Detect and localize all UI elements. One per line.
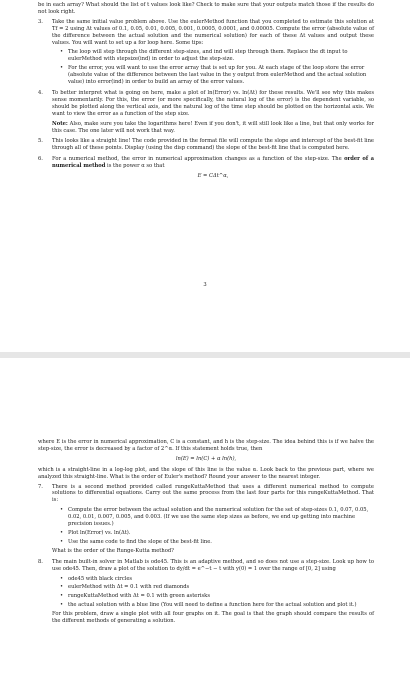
problem-number: 6. <box>38 156 43 163</box>
log-equation: ln(E) = ln(C) + α ln(h), <box>175 455 237 462</box>
continuation-paragraph: where E is the error in numerical approximation, C is a constant, and h is the step-size. The idea behind this is if we halve the step-size, the error is decreased by a factor of 2^α. If this statement holds true, then <box>38 439 374 452</box>
document-page-2 <box>0 358 410 700</box>
plot-item: • the actual solution with a blue line (You will need to define a function here for the actual solution and plot it.) <box>68 602 374 609</box>
problem-number: 7. <box>38 483 43 490</box>
note-label: Note: <box>52 120 68 127</box>
problem-4-note <box>52 121 374 135</box>
page-number: 3 <box>203 282 207 288</box>
problem-7-text: There is a second method provided called rungeKuttaMethod that uses a different numerical method to compute solutions to differential equations. Carry out the same process from the last four parts for this rungeKuttaMethod. That is: <box>52 483 374 504</box>
problem-3 <box>38 19 374 86</box>
step-item: • Compute the error between the actual solution and the numerical solution for the set of step-sizes 0.1, 0.07, 0.05, 0.02, 0.01, 0.007, 0.005, and 0.003. (If we use the same step sizes as before, we end up getting into machine precision issues.) <box>68 507 374 528</box>
problem-6-text-a: For a numerical method, the error in numerical approximation changes as a function of the step-size. The <box>52 156 342 163</box>
page-2-content <box>38 439 374 629</box>
problem-5-text: This looks like a straight line! The code provided in the format file will compute the slope and intercept of the best-fit line through all of these points. Display (using the disp command) the slope of the best-fit line that is computed here. <box>52 138 374 152</box>
problem-number: 4. <box>38 89 43 96</box>
plot-item: • eulerMethod with Δt = 0.1 with red diamonds <box>68 584 374 591</box>
problem-6 <box>38 156 374 180</box>
order-definition-term: order of a numerical method <box>52 156 374 170</box>
step-item: • Plot ln(Error) vs. ln(Δt). <box>68 530 374 537</box>
problem-8-text: The main built-in solver in Matlab is ode45. This is an adaptive method, and so does not use a step-size. Look up how to use ode45. Then, draw a plot of the solution to dy/dt = e^−t − t with y(0) = 1 over the range of [0, 2] using <box>52 558 374 572</box>
problem-7-question: What is the order of the Runge-Kutta method? <box>52 547 174 554</box>
problem-8-plot-list <box>52 576 374 610</box>
problem-5 <box>38 138 374 152</box>
note-text: Also, make sure you take the logarithms here! Even if you don't, it will still look like a line, but that only works for this case. The one later will not work that way. <box>52 120 374 134</box>
plot-item: • ode45 with black circles <box>68 576 374 583</box>
problem-6-text-b: is the power α so that <box>107 163 165 170</box>
step-item: • Use the same code to find the slope of the best-fit line. <box>68 539 374 546</box>
problem-4 <box>38 90 374 134</box>
page-1-content <box>38 2 374 184</box>
intro-paragraph: be in each array? What should the list of t values look like? Check to make sure that your outputs match those if the results do not look right. <box>38 2 374 15</box>
problem-7-steps <box>52 507 374 546</box>
problem-4-text: To better interpret what is going on here, make a plot of ln(Error) vs. ln(Δt) for these results. We'll see why this makes sense momentarily. For this, the error (or more specifically, the natural log of the error) is the dependent variable, so should be plotted along the vertical axis, and the natural log of the time step should be plotted on the horizontal axis. We want to view the error as a function of the step size. <box>52 89 374 117</box>
problem-number: 8. <box>38 558 43 565</box>
problem-7 <box>38 484 374 555</box>
continuation-paragraph-2: which is a straight-line in a log-log plot, and the slope of this line is the value α. Look back to the previous part, where we analyzed this straight-line. What is the order of Euler's method? Round your answer to the nearest integer. <box>38 466 374 480</box>
order-equation: E = CΔt^α, <box>197 173 229 180</box>
problem-number: 5. <box>38 138 43 145</box>
tip-item: • The loop will step through the different step-sizes, and ind will step through them. Replace the dt input to eulerMethod with stepsize(ind) in order to adjust the step-size. <box>68 49 374 63</box>
problem-6-text <box>52 156 374 170</box>
problem-3-text: Take the same initial value problem above. Use the eulerMethod function that you completed to estimate this solution at Tf = 2 using Δt values of 0.1, 0.05, 0.01, 0.005, 0.001, 0.0005, 0.0001, and 0.00005. Compute the error (absolute value of the difference between the actual solution and the numerical solution) for each of these Δt values and output these values. You will want to set up a for loop here. Some tips: <box>52 18 374 46</box>
problem-number: 3. <box>38 18 43 25</box>
tip-item: • For the error, you will want to use the error array that is set up for you. At each stage of the loop store the error (absolute value of the difference between the last value in the y output from eulerMethod and the actual solution value) into error(ind) in order to build an array of the error values. <box>68 65 374 86</box>
problem-8 <box>38 559 374 625</box>
problem-8-closing: For this problem, draw a single plot with all four graphs on it. The goal is that the graph should compare the results of the different methods of generating a solution. <box>52 611 374 625</box>
problem-3-tips <box>52 49 374 86</box>
plot-item: • rungeKuttaMethod with Δt = 0.1 with green asterisks <box>68 593 374 600</box>
